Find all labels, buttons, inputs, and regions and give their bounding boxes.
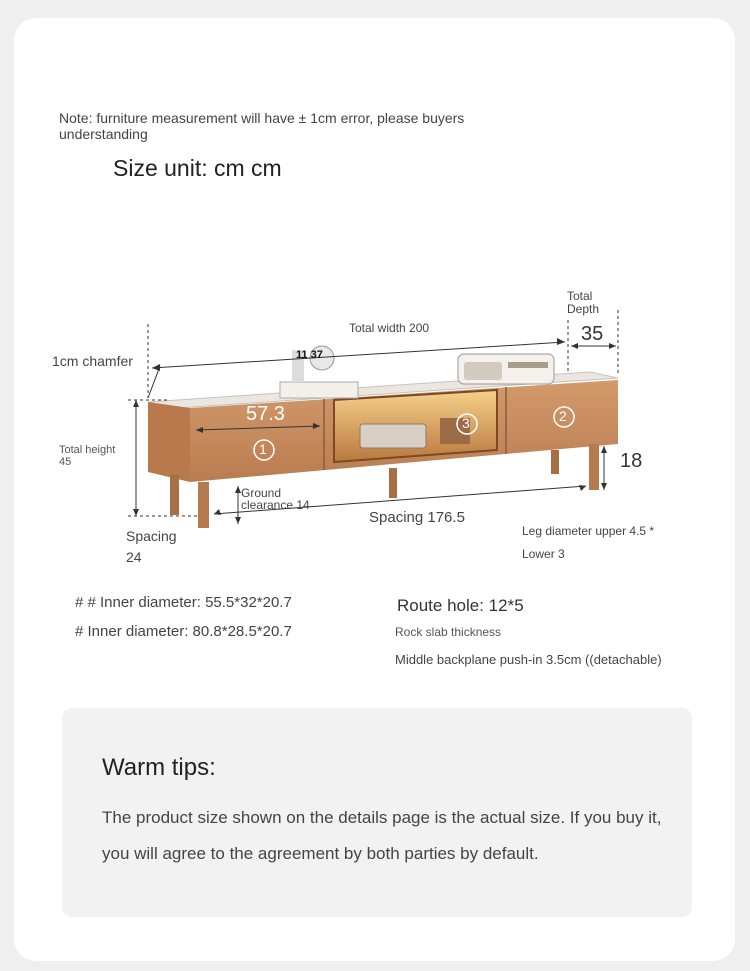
measurement-note: Note: furniture measurement will have ± 1cm error, please buyers understanding (59, 110, 465, 142)
leg-back-left (170, 475, 179, 515)
height-18-label: 18 (620, 450, 643, 472)
chamfer-label: 1cm chamfer (52, 353, 133, 369)
size-unit-title: Size unit: cm cm (113, 155, 282, 181)
spacing-1765-label: Spacing 176.5 (369, 509, 465, 526)
inner-diameter-2: # Inner diameter: 80.8*28.5*20.7 (75, 623, 292, 640)
spacing-24-label: Spacing 24 (126, 528, 177, 565)
radio-in-compartment (360, 424, 426, 448)
compartment-1-label: 1 (259, 441, 267, 457)
leg-front-right (589, 444, 599, 490)
leg-upper-label: Leg diameter upper 4.5 * (522, 524, 655, 538)
compartment-2-label: 2 (559, 408, 567, 424)
rock-slab-thickness: Rock slab thickness (395, 625, 502, 639)
leg-front-left (198, 482, 209, 528)
leg-back-right (551, 450, 559, 474)
warm-tips-body: The product size shown on the details page is the actual size. If you buy it, you will agree to the agreement by both parties by default. (102, 808, 662, 863)
warm-tips-box (62, 708, 692, 917)
decor-number: 11 37 (296, 349, 323, 361)
warm-tips-title: Warm tips: (102, 754, 216, 781)
route-hole: Route hole: 12*5 (397, 596, 524, 615)
compartment-3-label: 3 (462, 415, 470, 431)
total-height-label: Total height 45 (59, 444, 116, 468)
ground-clearance-label: Ground clearance 14 (241, 486, 310, 512)
cabinet-side-panel (148, 402, 190, 482)
middle-backplane: Middle backplane push-in 3.5cm ((detachable) (395, 652, 662, 667)
leg-lower-label: Lower 3 (522, 547, 565, 561)
inner-diameter-1: # # Inner diameter: 55.5*32*20.7 (75, 594, 292, 611)
total-depth-value: 35 (581, 323, 604, 345)
total-width-label: Total width 200 (349, 321, 430, 335)
drawer-width-label: 57.3 (246, 403, 285, 425)
leg-mid (389, 468, 397, 498)
books-decor (280, 382, 358, 398)
total-depth-label: Total Depth (567, 289, 600, 316)
